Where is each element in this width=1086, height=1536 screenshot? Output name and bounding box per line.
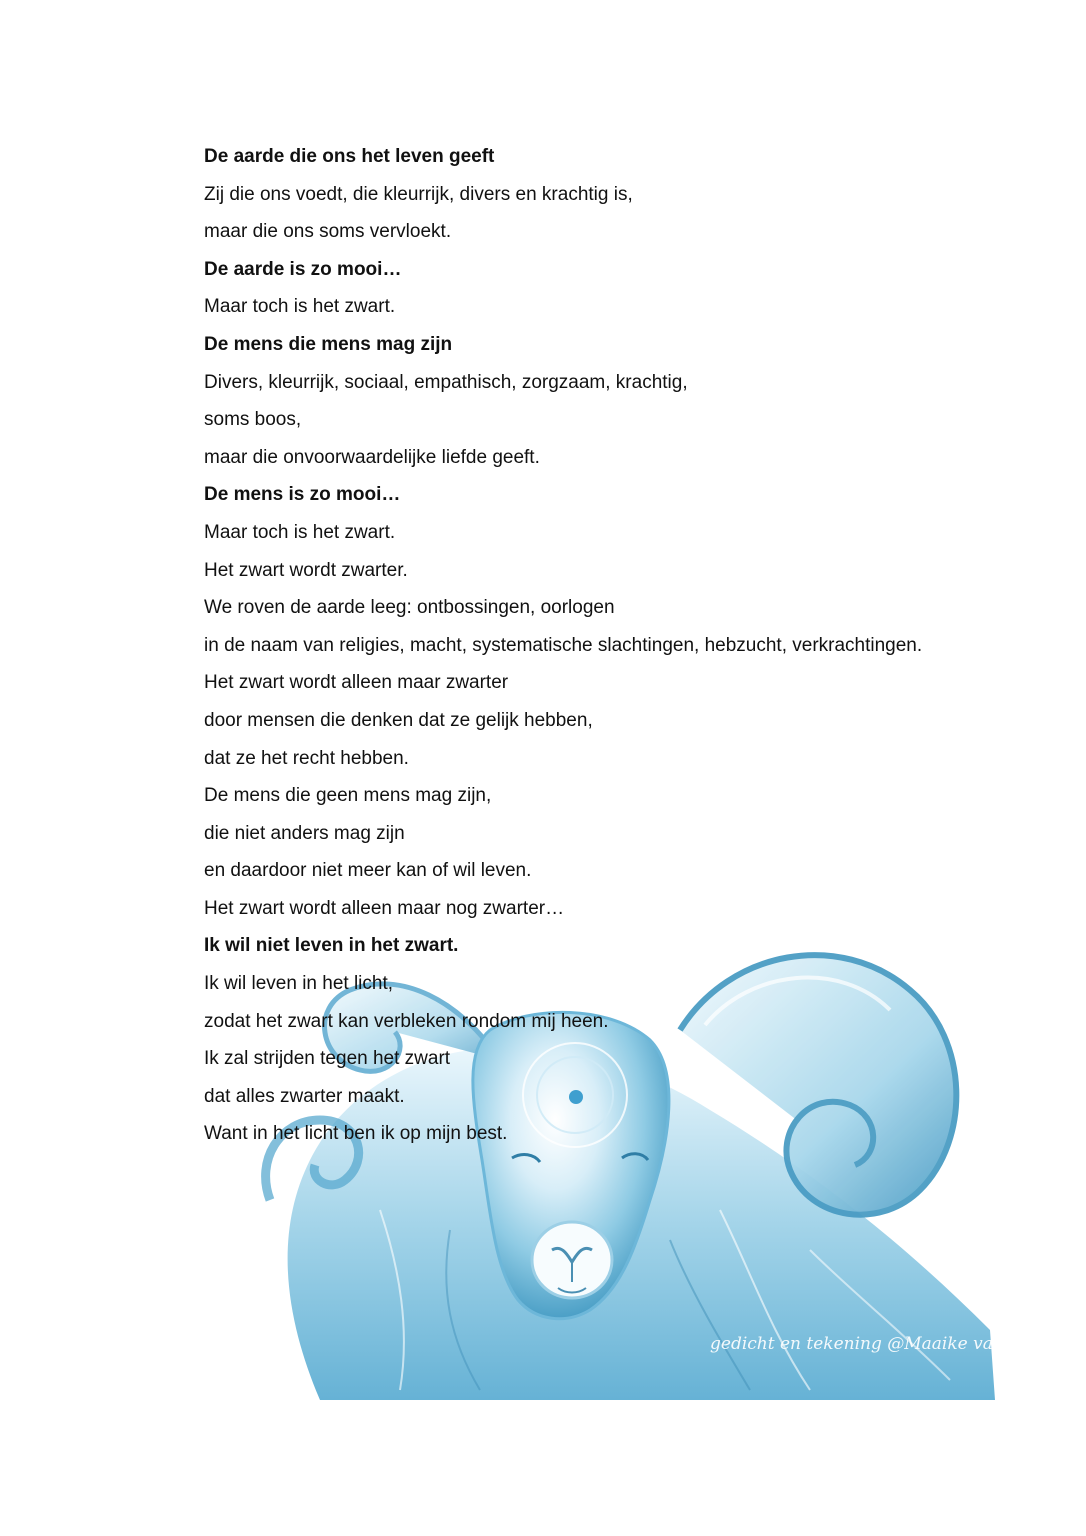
poem-line: en daardoor niet meer kan of wil leven. — [204, 860, 532, 882]
poem-line: Maar toch is het zwart. — [204, 296, 396, 318]
poem-line: Want in het licht ben ik op mijn best. — [204, 1123, 508, 1145]
poem-line: De aarde is zo mooi… — [204, 258, 402, 280]
poem-line: De aarde die ons het leven geeft — [204, 146, 495, 167]
poem-line: Het zwart wordt alleen maar zwarter — [204, 672, 509, 694]
poem-line: Het zwart wordt zwarter. — [204, 559, 408, 581]
poem-line: De mens is zo mooi… — [204, 484, 401, 506]
poem-line: De mens die geen mens mag zijn, — [204, 785, 492, 807]
poem-line: Ik wil niet leven in het zwart. — [204, 935, 459, 957]
poem-line: De mens die mens mag zijn — [204, 333, 453, 355]
poem-line: Divers, kleurrijk, sociaal, empathisch, zorgzaam, krachtig, — [204, 371, 688, 393]
poem-line: We roven de aarde leeg: ontbossingen, oorlogen — [204, 597, 615, 619]
poem-line: Maar toch is het zwart. — [204, 521, 396, 543]
poem-line: dat ze het recht hebben. — [204, 747, 409, 769]
poem-line: maar die ons soms vervloekt. — [204, 221, 452, 243]
poem-line: dat alles zwarter maakt. — [204, 1085, 405, 1107]
poem-line: Ik wil leven in het licht, — [204, 973, 394, 995]
poem-line: Ik zal strijden tegen het zwart — [204, 1048, 451, 1070]
poem-line: die niet anders mag zijn — [204, 822, 405, 844]
poem-line: soms boos, — [204, 409, 302, 431]
poem-line: door mensen die denken dat ze gelijk hebben, — [204, 709, 593, 731]
poem-line: Zij die ons voedt, die kleurrijk, divers en krachtig is, — [204, 183, 633, 205]
poem — [204, 138, 1064, 1153]
poem-line: Het zwart wordt alleen maar nog zwarter… — [204, 897, 565, 919]
poem-line: maar die onvoorwaardelijke liefde geeft. — [204, 446, 540, 468]
poem-line: zodat het zwart kan verbleken rondom mij heen. — [204, 1010, 609, 1032]
poem-line: in de naam van religies, macht, systematische slachtingen, hebzucht, verkrachtingen. — [204, 634, 923, 656]
artist-signature: gedicht en tekening @Maaike van Rijn — [710, 1334, 1044, 1354]
